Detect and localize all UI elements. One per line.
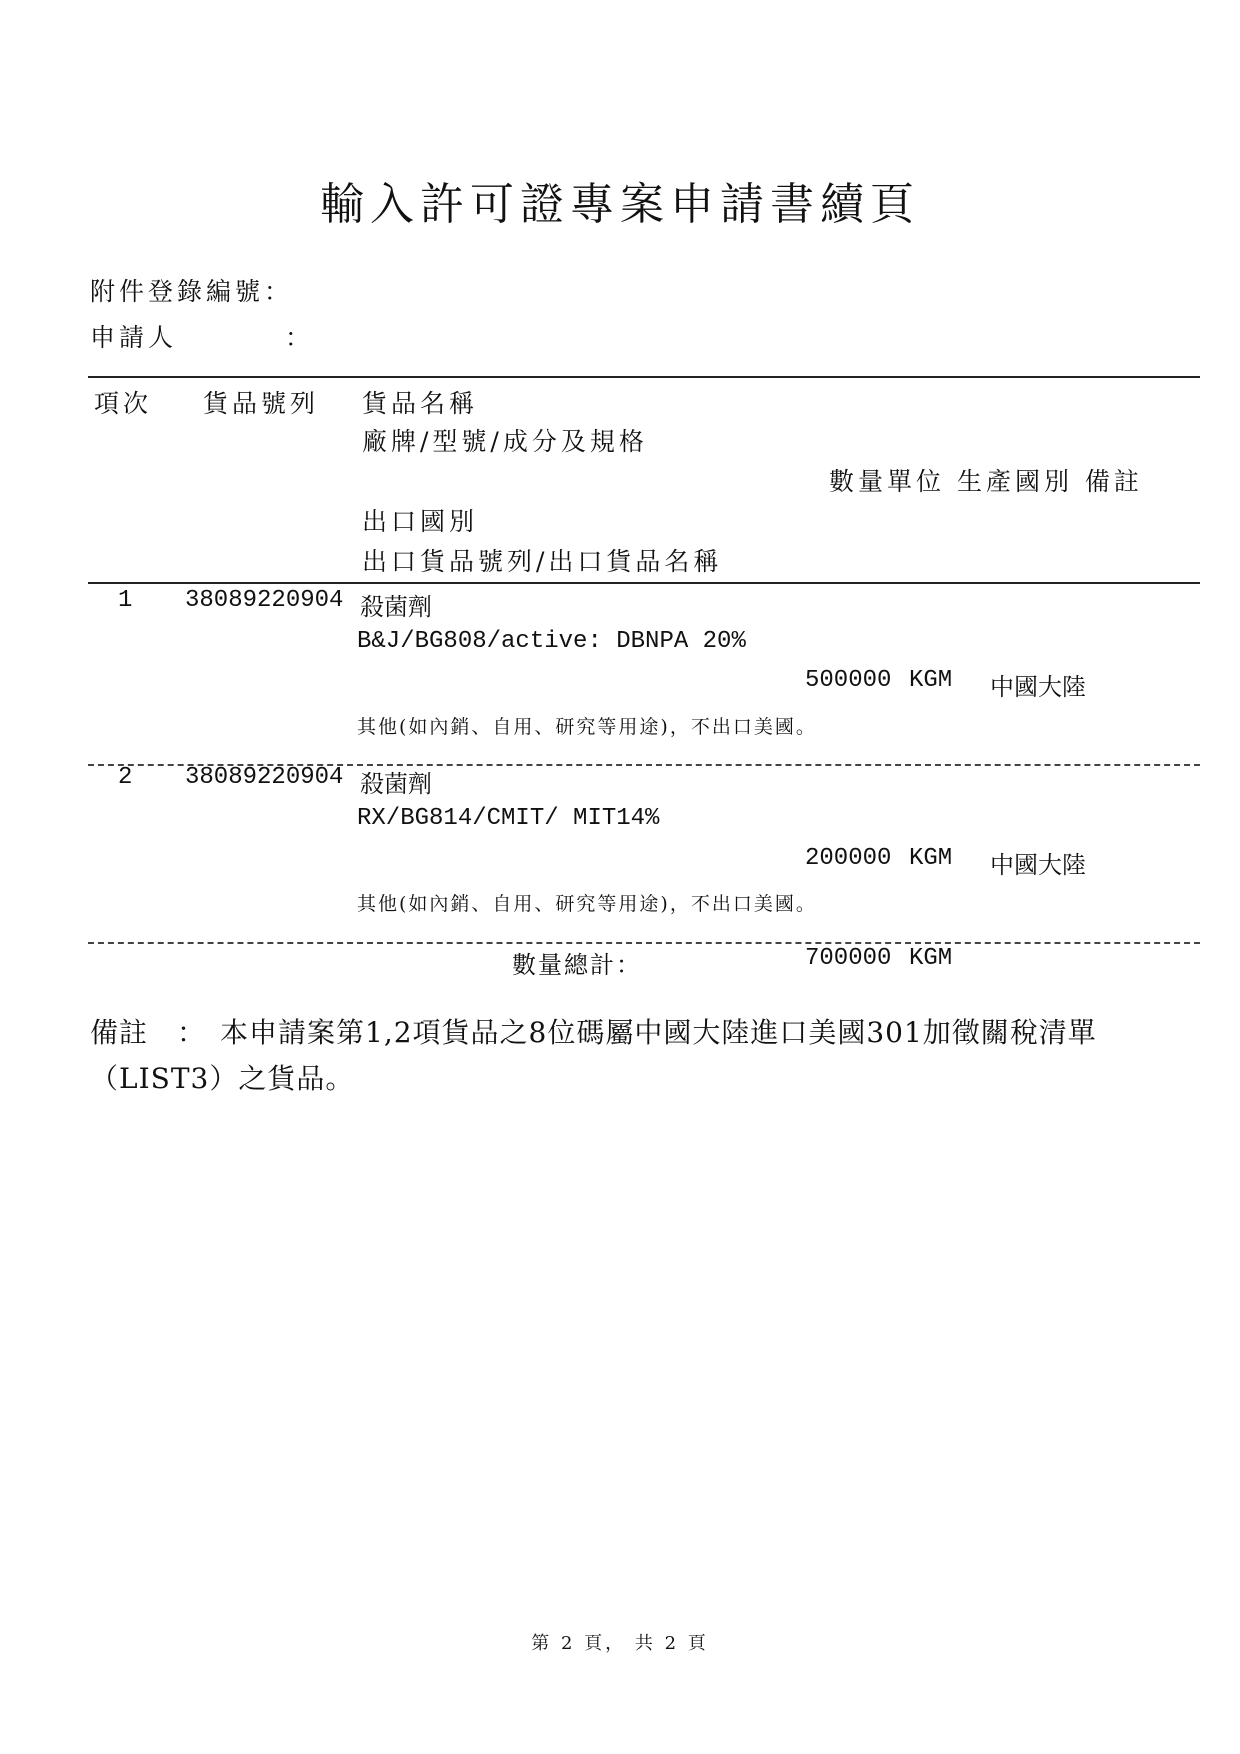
item-2-code: 38089220904 <box>185 764 344 791</box>
item-2-note: 其他(如內銷、自用、研究等用途)，不出口美國。 <box>357 893 817 915</box>
total-separator-rule <box>88 942 1200 944</box>
item-2-spec: RX/BG814/CMIT/ MIT14% <box>357 805 660 832</box>
item-1-code: 38089220904 <box>185 587 344 614</box>
item-1-origin: 中國大陸 <box>990 673 1086 701</box>
attachment-no-label: 附件登錄編號： <box>90 277 294 306</box>
item-2-origin: 中國大陸 <box>990 851 1086 879</box>
table-header-rule <box>88 582 1200 584</box>
item-1-name: 殺菌劑 <box>360 593 432 621</box>
item-1-spec: B&J/BG808/active: DBNPA 20% <box>357 628 746 655</box>
item-2-name: 殺菌劑 <box>360 770 432 798</box>
applicant-label: 申請人 <box>90 323 178 352</box>
header-item-no: 項次 <box>94 389 153 418</box>
document-title: 輸入許可證專案申請書續頁 <box>320 179 920 230</box>
page-number: 第 2 頁， 共 2 頁 <box>531 1633 709 1654</box>
item-1-quantity: 500000 <box>805 667 892 694</box>
item-2-unit: KGM <box>909 845 953 872</box>
applicant-colon: ： <box>285 323 315 352</box>
remark-label: 備註 ： <box>90 1016 207 1049</box>
item-1-note: 其他(如內銷、自用、研究等用途)，不出口美國。 <box>357 716 817 738</box>
total-label: 數量總計： <box>508 945 646 980</box>
remark-block <box>90 1010 1170 1102</box>
header-export-country: 出口國別 <box>362 507 479 536</box>
remark-text: 本申請案第1,2項貨品之8位碼屬中國大陸進口美國301加徵關稅清單（LIST3）之貨品。 <box>90 1016 1097 1095</box>
table-top-rule <box>88 376 1200 378</box>
header-ccc-code: 貨品號列 <box>203 389 320 418</box>
total-quantity: 700000 <box>805 945 892 972</box>
header-export-goods: 出口貨品號列/出口貨品名稱 <box>362 547 723 576</box>
item-1-no: 1 <box>118 587 133 614</box>
total-unit: KGM <box>909 945 953 972</box>
header-goods-name: 貨品名稱 <box>362 389 479 418</box>
item-2-quantity: 200000 <box>805 845 892 872</box>
item-1-unit: KGM <box>909 667 953 694</box>
header-qty-unit-origin-remark: 數量單位 生產國別 備註 <box>829 467 1143 496</box>
header-brand-spec: 廠牌/型號/成分及規格 <box>362 427 648 456</box>
item-2-no: 2 <box>118 764 133 791</box>
